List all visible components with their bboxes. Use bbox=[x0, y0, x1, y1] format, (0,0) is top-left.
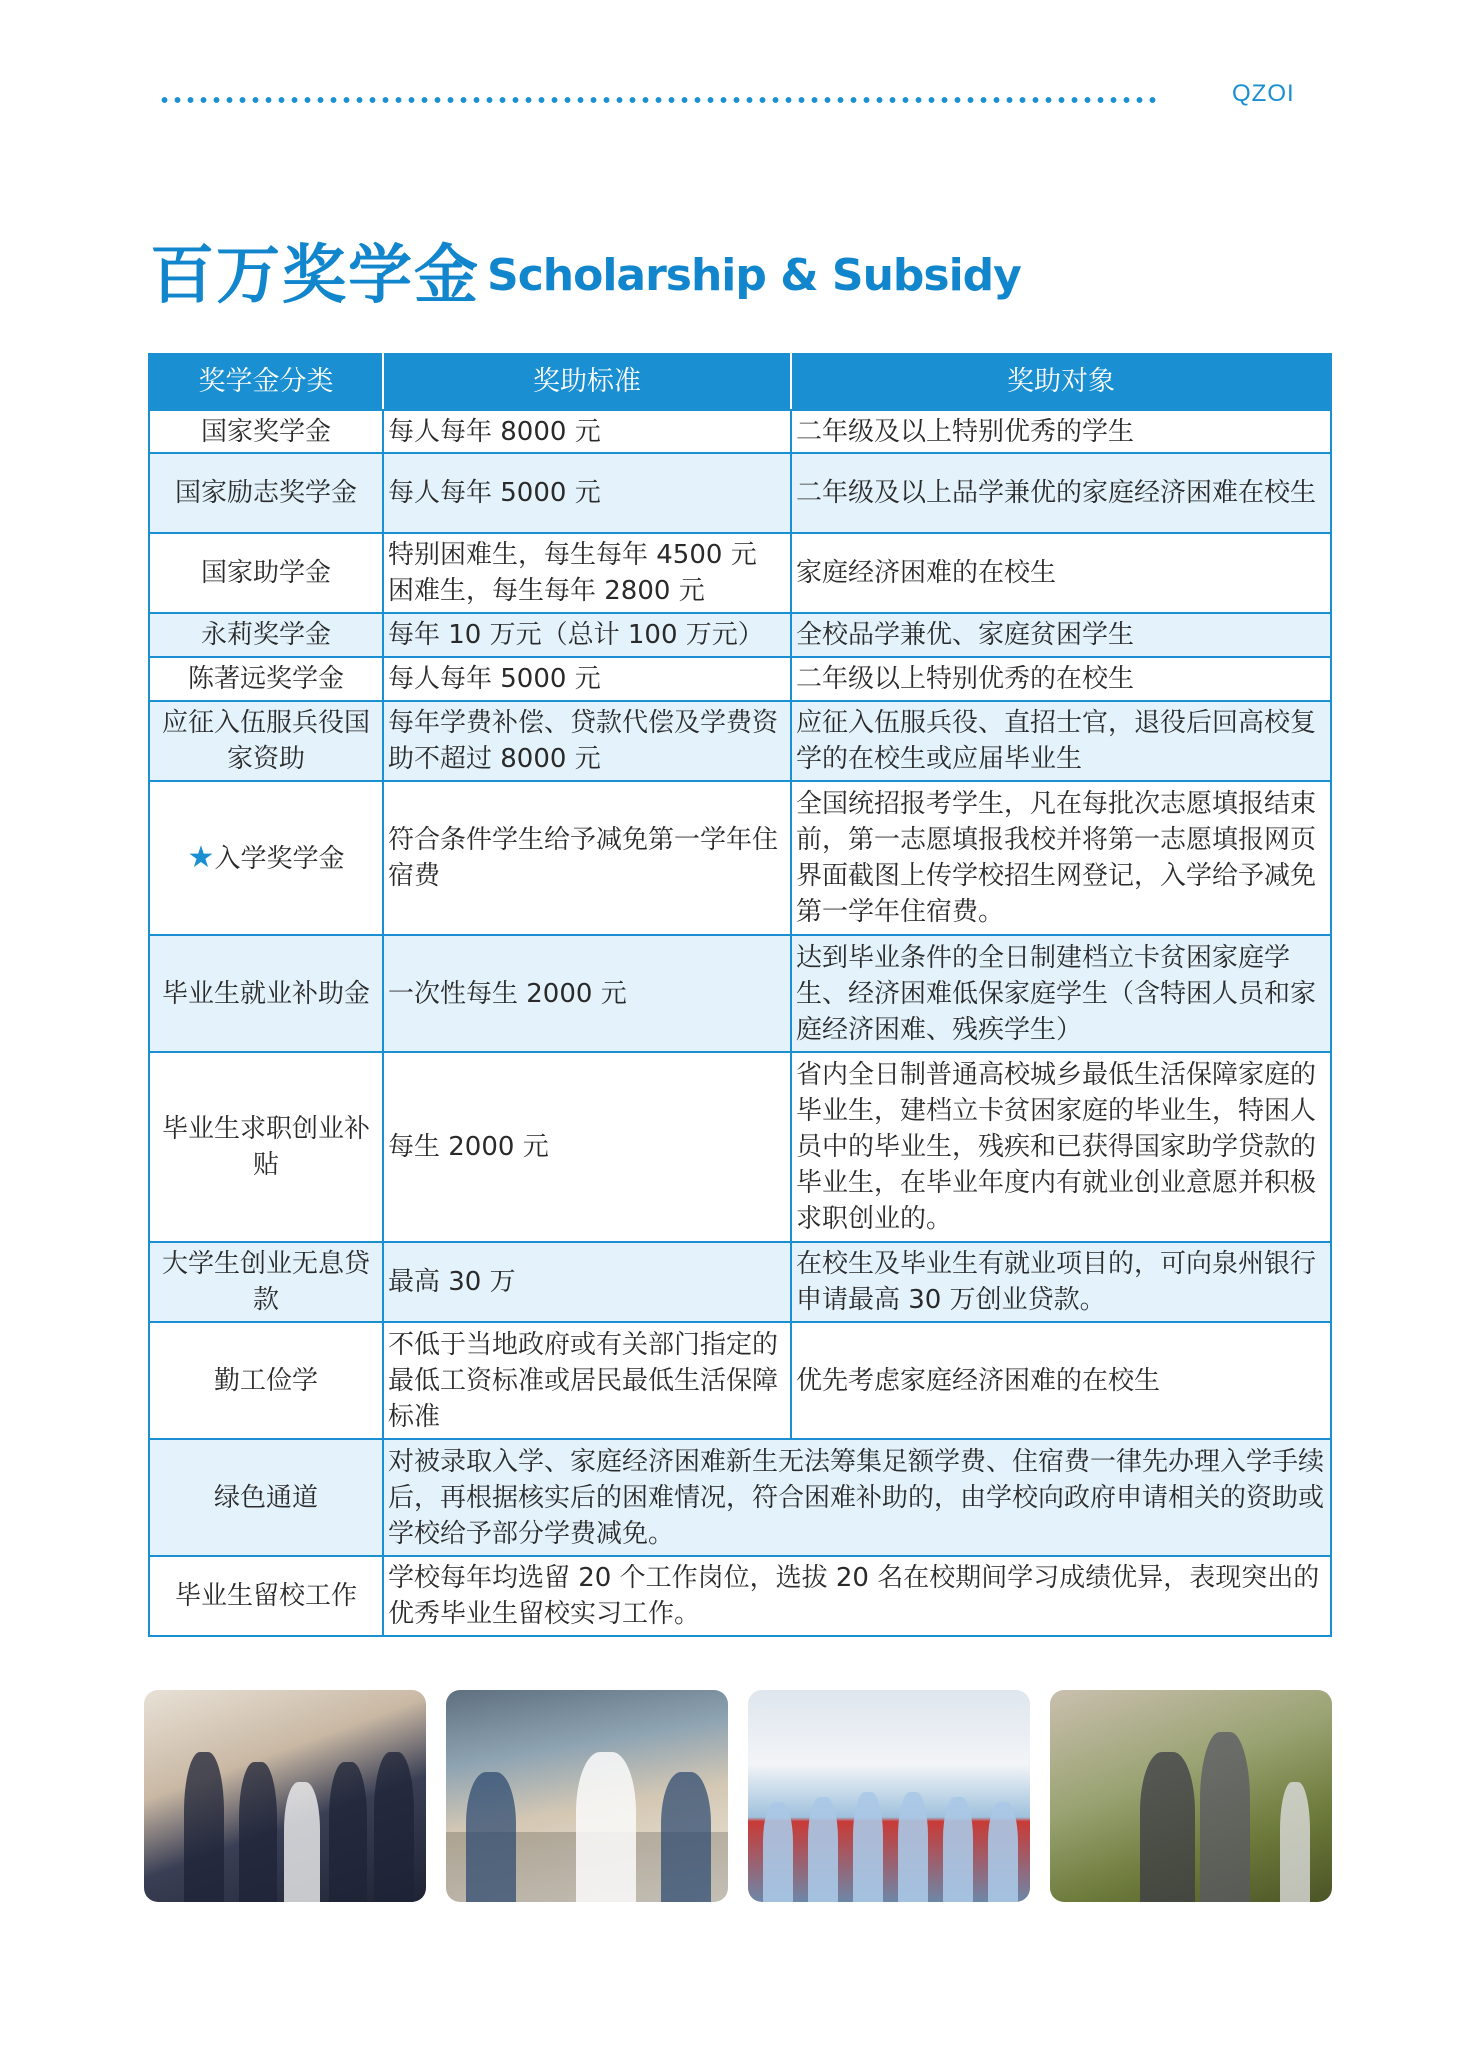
page-title: 百万奖学金 bbox=[150, 239, 480, 313]
row-standard: 每人每年 5000 元 bbox=[383, 453, 791, 533]
scholarship-table bbox=[148, 353, 1332, 1637]
table-row bbox=[149, 410, 1331, 453]
row-category-cell bbox=[149, 781, 383, 935]
row-target: 应征入伍服兵役、直招士官，退役后回高校复学的在校生或应届毕业生 bbox=[791, 701, 1331, 781]
table-row bbox=[149, 1052, 1331, 1242]
star-icon: ★ bbox=[187, 839, 215, 875]
row-target: 在校生及毕业生有就业项目的，可向泉州银行申请最高 30 万创业贷款。 bbox=[791, 1242, 1331, 1322]
dance-performance-photo bbox=[748, 1690, 1030, 1902]
brand-label: QZOI bbox=[1232, 80, 1295, 107]
table-row bbox=[149, 1556, 1331, 1636]
row-target: 二年级及以上特别优秀的学生 bbox=[791, 410, 1331, 453]
column-header-standard: 奖助标准 bbox=[383, 354, 791, 410]
row-standard: 每生 2000 元 bbox=[383, 1052, 791, 1242]
row-target: 家庭经济困难的在校生 bbox=[791, 533, 1331, 613]
table-row bbox=[149, 1322, 1331, 1439]
row-category: 国家助学金 bbox=[149, 533, 383, 613]
row-standard: 每人每年 5000 元 bbox=[383, 657, 791, 701]
table-row bbox=[149, 657, 1331, 701]
row-category: 毕业生就业补助金 bbox=[149, 935, 383, 1052]
row-category: 国家励志奖学金 bbox=[149, 453, 383, 533]
students-in-library-photo bbox=[144, 1690, 426, 1902]
table-row bbox=[149, 781, 1331, 935]
photo-strip bbox=[144, 1690, 1332, 1902]
row-target: 省内全日制普通高校城乡最低生活保障家庭的毕业生，建档立卡贫困家庭的毕业生，特困人员中的毕业生，残疾和已获得国家助学贷款的毕业生，在毕业年度内有就业创业意愿并积极求职创业的。 bbox=[791, 1052, 1331, 1242]
row-standard: 最高 30 万 bbox=[383, 1242, 791, 1322]
row-category: 毕业生求职创业补贴 bbox=[149, 1052, 383, 1242]
row-target: 优先考虑家庭经济困难的在校生 bbox=[791, 1322, 1331, 1439]
row-target: 全国统招报考学生，凡在每批次志愿填报结束前，第一志愿填报我校并将第一志愿填报网页界面截图上传学校招生网登记，入学给予减免第一学年住宿费。 bbox=[791, 781, 1331, 935]
row-merged-text: 学校每年均选留 20 个工作岗位，选拔 20 名在校期间学习成绩优异，表现突出的优秀毕业生留校实习工作。 bbox=[383, 1556, 1331, 1636]
row-target: 二年级及以上品学兼优的家庭经济困难在校生 bbox=[791, 453, 1331, 533]
row-category: 入学奖学金 bbox=[214, 843, 345, 874]
table-row bbox=[149, 453, 1331, 533]
row-target: 达到毕业条件的全日制建档立卡贫困家庭学生、经济困难低保家庭学生（含特困人员和家庭经济困难、残疾学生） bbox=[791, 935, 1331, 1052]
table-row bbox=[149, 613, 1331, 657]
row-category: 绿色通道 bbox=[149, 1439, 383, 1556]
row-standard: 一次性每生 2000 元 bbox=[383, 935, 791, 1052]
row-category: 陈著远奖学金 bbox=[149, 657, 383, 701]
table-row bbox=[149, 1439, 1331, 1556]
row-category: 大学生创业无息贷款 bbox=[149, 1242, 383, 1322]
dotted-rule bbox=[158, 96, 1158, 104]
row-merged-text: 对被录取入学、家庭经济困难新生无法筹集足额学费、住宿费一律先办理入学手续后，再根据核实后的困难情况，符合困难补助的，由学校向政府申请相关的资助或学校给予部分学费减免。 bbox=[383, 1439, 1331, 1556]
table-row bbox=[149, 1242, 1331, 1322]
row-standard: 每年 10 万元（总计 100 万元） bbox=[383, 613, 791, 657]
table-row bbox=[149, 935, 1331, 1052]
row-category: 应征入伍服兵役国家资助 bbox=[149, 701, 383, 781]
row-standard: 每人每年 8000 元 bbox=[383, 410, 791, 453]
table-row bbox=[149, 533, 1331, 613]
row-category: 国家奖学金 bbox=[149, 410, 383, 453]
column-header-category: 奖学金分类 bbox=[149, 354, 383, 410]
row-target: 全校品学兼优、家庭贫困学生 bbox=[791, 613, 1331, 657]
students-reviewing-plans-photo bbox=[446, 1690, 728, 1902]
row-standard: 不低于当地政府或有关部门指定的最低工资标准或居民最低生活保障标准 bbox=[383, 1322, 791, 1439]
table-row bbox=[149, 701, 1331, 781]
row-category: 毕业生留校工作 bbox=[149, 1556, 383, 1636]
row-standard: 特别困难生，每生每年 4500 元 困难生，每生每年 2800 元 bbox=[383, 533, 791, 613]
row-category: 永莉奖学金 bbox=[149, 613, 383, 657]
column-header-target: 奖助对象 bbox=[791, 354, 1331, 410]
volunteers-cleanup-photo bbox=[1050, 1690, 1332, 1902]
table-header-row bbox=[149, 354, 1331, 410]
row-category: 勤工俭学 bbox=[149, 1322, 383, 1439]
page-subtitle: Scholarship & Subsidy bbox=[487, 250, 1021, 301]
row-target: 二年级以上特别优秀的在校生 bbox=[791, 657, 1331, 701]
row-standard: 符合条件学生给予减免第一学年住宿费 bbox=[383, 781, 791, 935]
row-standard: 每年学费补偿、贷款代偿及学费资助不超过 8000 元 bbox=[383, 701, 791, 781]
